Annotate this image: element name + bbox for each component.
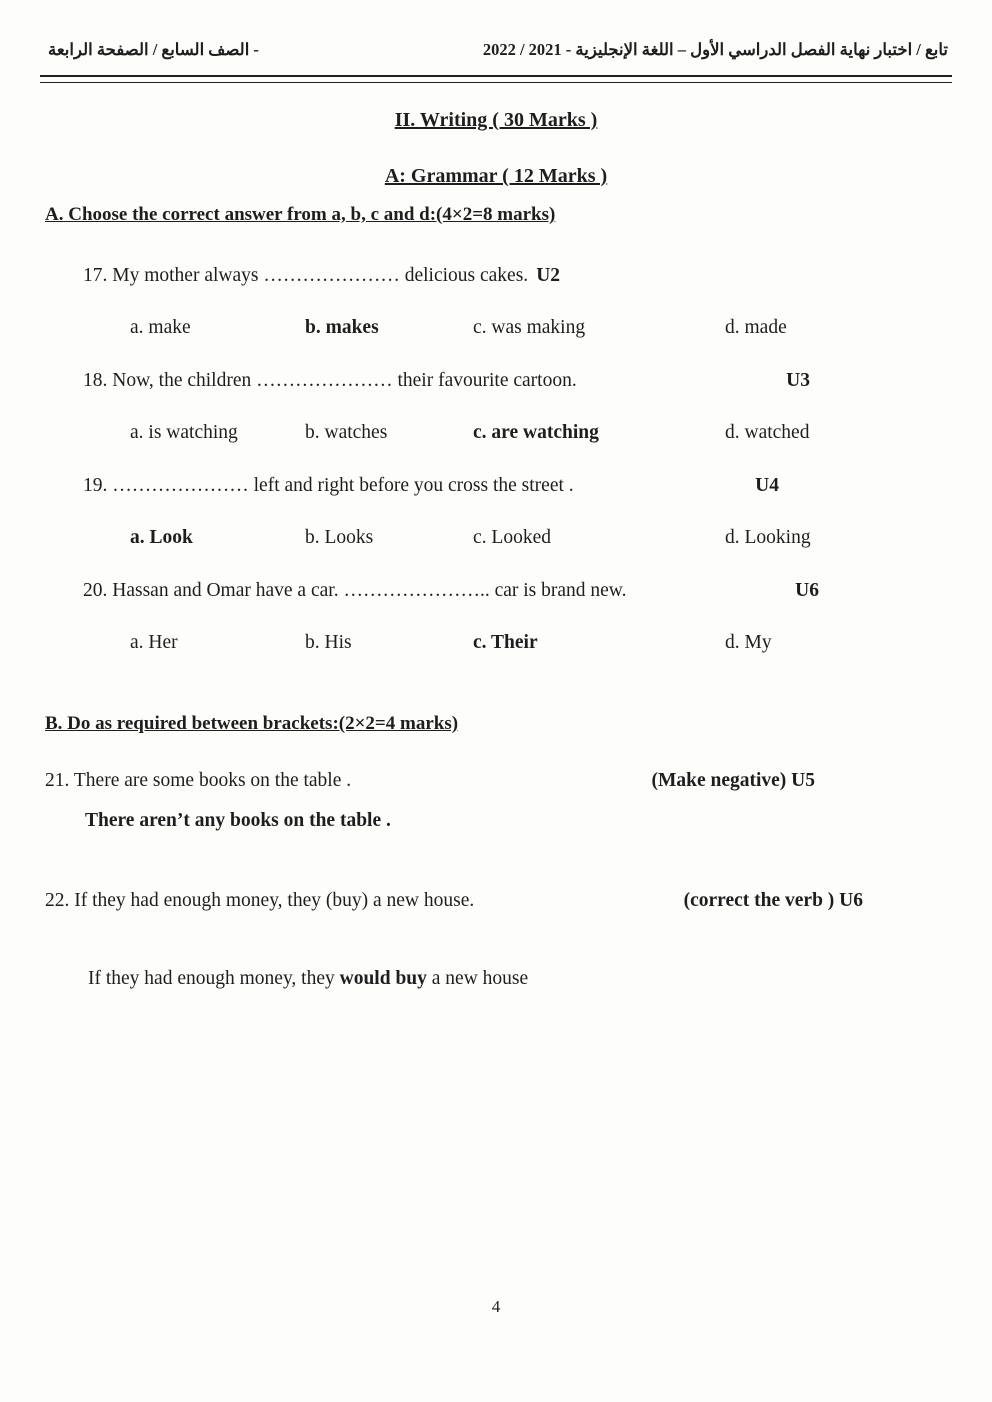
- answer-21: There aren’t any books on the table .: [85, 810, 391, 831]
- writing-title-text: II. Writing ( 30 Marks ): [394, 109, 598, 131]
- question-18: [45, 369, 947, 393]
- question-18-options: [45, 421, 947, 445]
- question-19: [45, 474, 947, 498]
- option-20-b: b. His: [305, 632, 352, 653]
- question-22-text: 22. If they had enough money, they (buy) a new house.: [45, 890, 475, 911]
- answer-22-bold: would buy: [339, 968, 427, 989]
- question-21-text: 21. There are some books on the table .: [45, 770, 352, 791]
- question-19-text: 19. ………………… left and right before you cross the street .: [83, 475, 574, 496]
- question-19-options: [45, 526, 947, 550]
- option-17-a: a. make: [130, 317, 191, 338]
- question-21-instruction: (Make negative) U5: [651, 770, 815, 791]
- question-18-unit-code: U3: [786, 370, 810, 391]
- question-20-text: 20. Hassan and Omar have a car. ………………….. car is brand new.: [83, 580, 627, 601]
- option-20-a: a. Her: [130, 632, 178, 653]
- question-20-unit-code: U6: [795, 580, 819, 601]
- option-17-c: c. was making: [473, 317, 586, 338]
- exam-header: [0, 0, 992, 60]
- option-20-c: c. Their: [473, 632, 538, 653]
- section-b-heading: [45, 713, 947, 735]
- answer-22: [45, 967, 947, 991]
- option-20-d: d. My: [725, 632, 772, 653]
- question-20: [45, 579, 947, 603]
- answer-22-suffix: a new house: [426, 968, 529, 989]
- question-17-options: [45, 316, 947, 340]
- option-17-d: d. made: [725, 317, 787, 338]
- question-18-text: 18. Now, the children ………………… their favourite cartoon.: [83, 370, 577, 391]
- grammar-title-text: A: Grammar ( 12 Marks ): [384, 165, 608, 187]
- question-20-options: [45, 631, 947, 655]
- header-page-arabic: - الصف السابع / الصفحة الرابعة: [48, 40, 259, 59]
- grammar-section-title: [0, 165, 992, 188]
- page-number: 4: [491, 1297, 501, 1316]
- option-19-a: a. Look: [130, 527, 193, 548]
- question-21: [45, 769, 947, 793]
- header-divider: [40, 75, 952, 83]
- question-22: [45, 889, 947, 913]
- section-a-heading: [45, 204, 947, 226]
- question-17-text: 17. My mother always ………………… delicious cakes.: [83, 265, 529, 286]
- section-b-heading-text: B. Do as required between brackets:(2×2=4 marks): [45, 713, 459, 734]
- option-17-b: b. makes: [305, 317, 379, 338]
- option-19-d: d. Looking: [725, 527, 811, 548]
- option-19-c: c. Looked: [473, 527, 551, 548]
- header-title-arabic: تابع / اختبار نهاية الفصل الدراسي الأول – اللغة الإنجليزية - 2021 / 2022: [482, 40, 948, 59]
- option-18-a: a. is watching: [130, 422, 238, 443]
- question-17-unit-code: U2: [536, 265, 561, 286]
- section-a-heading-text: A. Choose the correct answer from a, b, c and d:(4×2=8 marks): [45, 204, 556, 225]
- option-18-c: c. are watching: [473, 422, 599, 443]
- option-18-d: d. watched: [725, 422, 810, 443]
- writing-section-title: [0, 109, 992, 132]
- question-22-instruction: (correct the verb ) U6: [683, 890, 863, 911]
- option-19-b: b. Looks: [305, 527, 374, 548]
- option-18-b: b. watches: [305, 422, 388, 443]
- question-17: [45, 264, 947, 288]
- question-19-unit-code: U4: [755, 475, 779, 496]
- answer-22-prefix: If they had enough money, they: [88, 968, 340, 989]
